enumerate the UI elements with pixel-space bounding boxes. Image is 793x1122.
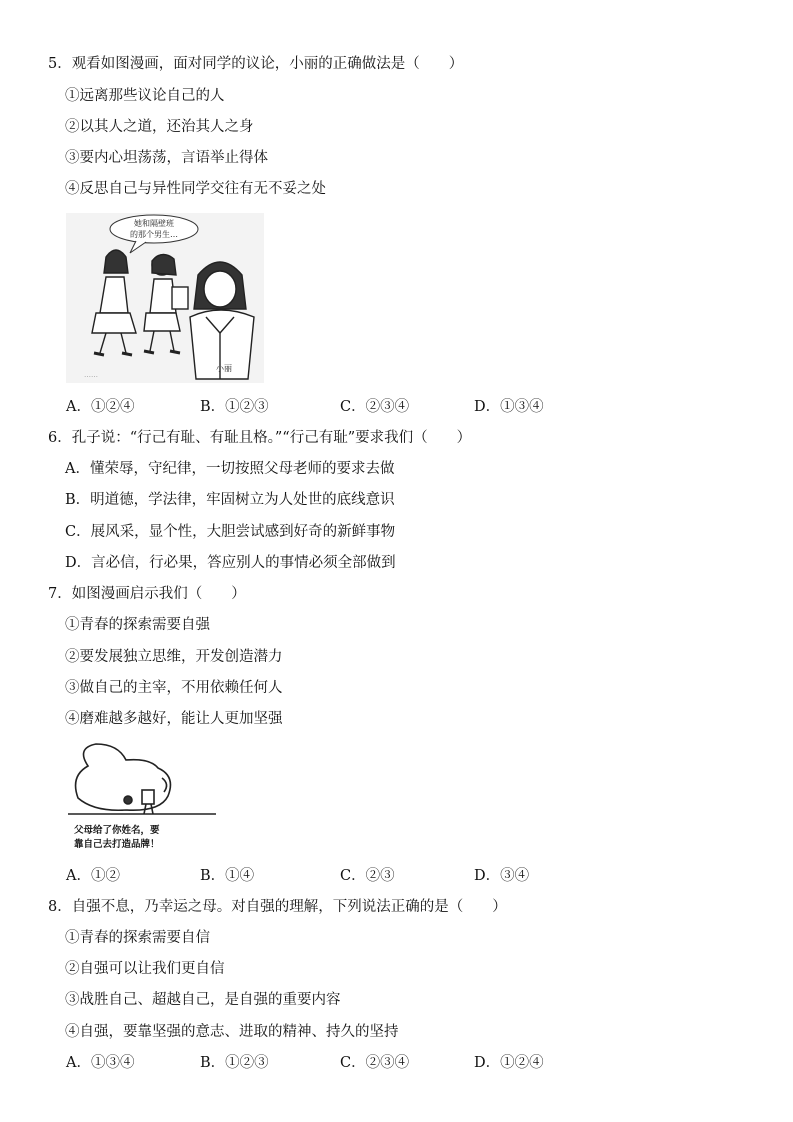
question-7-item-2: ②要发展独立思维，开发创造潜力 [65,649,283,665]
question-8-option-d: D．①②④ [474,1055,544,1071]
question-7-item-1: ①青春的探索需要自强 [65,617,210,633]
question-5-option-a: A．①②④ [66,399,135,415]
bubble-line-1: 她和隔壁班 [134,219,174,228]
question-5-option-c: C．②③④ [340,399,410,415]
question-8-item-1: ①青春的探索需要自信 [65,930,210,946]
question-8-stem: 8．自强不息，乃幸运之母。对自强的理解，下列说法正确的是（ ） [48,899,507,915]
question-7-option-b: B．①④ [200,868,255,884]
figure-caption-line-2: 靠自己去打造品牌！ [74,839,160,850]
question-6-option-b: B．明道德，学法律，牢固树立为人处世的底线意识 [65,492,395,508]
question-8-option-a: A．①③④ [66,1055,135,1071]
question-6-stem: 6．孔子说：“行己有耻、有耻且格。”“行己有耻”要求我们（ ） [48,430,472,446]
question-8-option-c: C．②③④ [340,1055,410,1071]
question-6-option-c: C．展风采，显个性，大胆尝试感到好奇的新鲜事物 [65,524,396,540]
cartoon-gossip-figure [66,213,264,383]
question-5-item-3: ③要内心坦荡荡，言语举止得体 [65,150,268,166]
question-5-stem: 5．观看如图漫画，面对同学的议论，小丽的正确做法是（ ） [48,56,464,72]
question-7-option-c: C．②③ [340,868,395,884]
figure-footer-text: …… [84,371,98,379]
question-7-option-a: A．①② [66,868,120,884]
question-7-item-4: ④磨难越多越好，能让人更加坚强 [65,711,283,727]
cartoon-brand-figure [66,740,222,858]
question-8-option-b: B．①②③ [200,1055,269,1071]
question-5-item-2: ②以其人之道，还治其人之身 [65,119,254,135]
gossip-cartoon-illustration [66,213,264,383]
question-7-item-3: ③做自己的主宰，不用依赖任何人 [65,680,283,696]
question-6-option-a: A．懂荣辱，守纪律，一切按照父母老师的要求去做 [65,461,395,477]
question-8-item-4: ④自强，要靠坚强的意志、进取的精神、持久的坚持 [65,1024,399,1040]
question-7-option-d: D．③④ [474,868,530,884]
question-8-item-3: ③战胜自己、超越自己，是自强的重要内容 [65,992,341,1008]
question-8-item-2: ②自强可以让我们更自信 [65,961,225,977]
question-6-option-d: D．言必信，行必果，答应别人的事情必须全部做到 [65,555,396,571]
figure-caption-line-1: 父母给了你姓名，要 [74,825,160,836]
brand-cartoon-illustration [66,740,222,828]
bubble-line-2: 的那个男生… [130,230,178,239]
question-7-stem: 7．如图漫画启示我们（ ） [48,586,246,602]
figure-name-tag: 小丽 [216,364,232,373]
question-5-option-d: D．①③④ [474,399,544,415]
question-5-item-1: ①远离那些议论自己的人 [65,88,225,104]
question-5-item-4: ④反思自己与异性同学交往有无不妥之处 [65,181,326,197]
question-5-option-b: B．①②③ [200,399,269,415]
